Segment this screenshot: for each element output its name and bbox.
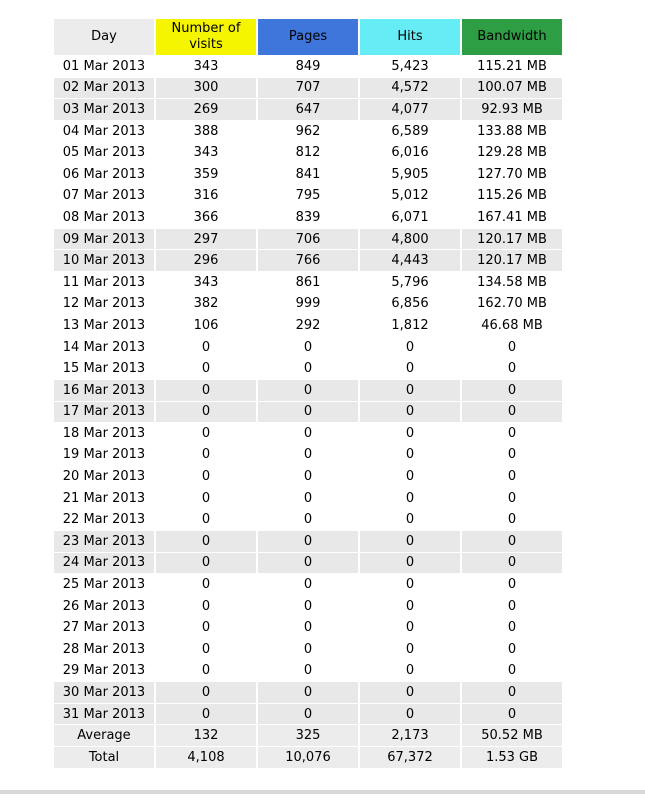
hits-cell: 5,796 bbox=[391, 274, 429, 290]
day-cell: 26 Mar 2013 bbox=[62, 598, 146, 614]
day-cell: 28 Mar 2013 bbox=[62, 641, 146, 657]
bandwidth-cell: 0 bbox=[507, 577, 517, 593]
visits-cell: 0 bbox=[156, 531, 256, 552]
visits-cell: 0 bbox=[201, 641, 211, 657]
average-visits: 132 bbox=[156, 725, 256, 746]
visits-cell: 0 bbox=[201, 490, 211, 506]
visits-cell: 388 bbox=[193, 123, 219, 139]
table-row bbox=[54, 337, 562, 358]
visits-cell: 0 bbox=[201, 361, 211, 377]
visits-cell: 343 bbox=[193, 145, 219, 161]
visits-cell: 0 bbox=[201, 447, 211, 463]
total-hits: 67,372 bbox=[360, 747, 460, 768]
pages-cell: 766 bbox=[258, 250, 358, 271]
average-pages: 325 bbox=[258, 725, 358, 746]
average-hits: 2,173 bbox=[360, 725, 460, 746]
visits-cell: 0 bbox=[156, 402, 256, 423]
day-cell: 21 Mar 2013 bbox=[62, 490, 146, 506]
day-cell: 09 Mar 2013 bbox=[54, 229, 154, 250]
table-row bbox=[54, 661, 562, 682]
day-cell: 22 Mar 2013 bbox=[62, 512, 146, 528]
table-row bbox=[54, 78, 562, 99]
bandwidth-cell: 0 bbox=[462, 531, 562, 552]
day-cell: 15 Mar 2013 bbox=[62, 361, 146, 377]
hits-cell: 0 bbox=[405, 663, 415, 679]
daily-stats-table bbox=[52, 18, 564, 769]
pages-cell: 839 bbox=[295, 209, 321, 225]
bandwidth-cell: 0 bbox=[462, 704, 562, 725]
table-row bbox=[54, 574, 562, 595]
pages-cell: 962 bbox=[295, 123, 321, 139]
table-row bbox=[54, 488, 562, 509]
day-cell: 18 Mar 2013 bbox=[62, 425, 146, 441]
bandwidth-cell: 129.28 MB bbox=[477, 145, 547, 161]
hits-cell: 0 bbox=[360, 402, 460, 423]
table-row bbox=[54, 445, 562, 466]
day-cell: 23 Mar 2013 bbox=[54, 531, 154, 552]
average-row bbox=[54, 725, 562, 746]
pages-cell: 0 bbox=[303, 490, 313, 506]
pages-cell: 0 bbox=[303, 641, 313, 657]
day-cell: 29 Mar 2013 bbox=[62, 663, 146, 679]
table-row bbox=[54, 617, 562, 638]
hits-cell: 0 bbox=[360, 531, 460, 552]
table-row bbox=[54, 56, 562, 77]
hits-cell: 0 bbox=[360, 682, 460, 703]
hits-cell: 0 bbox=[405, 577, 415, 593]
day-cell: 31 Mar 2013 bbox=[54, 704, 154, 725]
bandwidth-cell: 92.93 MB bbox=[462, 99, 562, 120]
day-cell: 12 Mar 2013 bbox=[62, 296, 146, 312]
pages-cell: 0 bbox=[303, 598, 313, 614]
day-cell: 07 Mar 2013 bbox=[62, 188, 146, 204]
visits-cell: 300 bbox=[156, 78, 256, 99]
bandwidth-cell: 100.07 MB bbox=[462, 78, 562, 99]
pages-cell: 647 bbox=[258, 99, 358, 120]
pages-cell: 0 bbox=[303, 339, 313, 355]
visits-cell: 0 bbox=[156, 682, 256, 703]
day-cell: 08 Mar 2013 bbox=[62, 209, 146, 225]
table-row bbox=[54, 531, 562, 552]
day-cell: 17 Mar 2013 bbox=[54, 402, 154, 423]
hits-cell: 0 bbox=[405, 598, 415, 614]
hits-cell: 0 bbox=[405, 447, 415, 463]
visits-cell: 0 bbox=[156, 380, 256, 401]
bandwidth-cell: 0 bbox=[462, 553, 562, 574]
visits-cell: 0 bbox=[201, 598, 211, 614]
hits-cell: 0 bbox=[405, 641, 415, 657]
bandwidth-cell: 115.21 MB bbox=[477, 58, 547, 74]
bandwidth-cell: 0 bbox=[507, 512, 517, 528]
pages-cell: 0 bbox=[303, 620, 313, 636]
visits-cell: 0 bbox=[156, 704, 256, 725]
pages-cell: 0 bbox=[258, 402, 358, 423]
bottom-divider bbox=[0, 790, 645, 794]
day-cell: 27 Mar 2013 bbox=[62, 620, 146, 636]
hits-cell: 0 bbox=[405, 339, 415, 355]
bandwidth-cell: 120.17 MB bbox=[462, 250, 562, 271]
pages-cell: 841 bbox=[295, 166, 321, 182]
day-cell: 04 Mar 2013 bbox=[62, 123, 146, 139]
visits-cell: 343 bbox=[193, 274, 219, 290]
visits-cell: 106 bbox=[193, 317, 219, 333]
visits-cell: 359 bbox=[193, 166, 219, 182]
visits-cell: 0 bbox=[201, 425, 211, 441]
pages-cell: 0 bbox=[303, 512, 313, 528]
bandwidth-cell: 0 bbox=[507, 361, 517, 377]
bandwidth-cell: 115.26 MB bbox=[477, 188, 547, 204]
visits-cell: 0 bbox=[201, 512, 211, 528]
bandwidth-cell: 0 bbox=[507, 620, 517, 636]
hits-cell: 0 bbox=[360, 380, 460, 401]
pages-cell: 0 bbox=[303, 361, 313, 377]
hits-cell: 0 bbox=[405, 361, 415, 377]
bandwidth-cell: 0 bbox=[507, 425, 517, 441]
day-cell: 30 Mar 2013 bbox=[54, 682, 154, 703]
bandwidth-cell: 167.41 MB bbox=[477, 209, 547, 225]
bandwidth-cell: 0 bbox=[507, 339, 517, 355]
pages-cell: 0 bbox=[258, 682, 358, 703]
pages-cell: 0 bbox=[303, 469, 313, 485]
pages-cell: 795 bbox=[295, 188, 321, 204]
day-cell: 03 Mar 2013 bbox=[54, 99, 154, 120]
bandwidth-cell: 0 bbox=[462, 380, 562, 401]
day-cell: 20 Mar 2013 bbox=[62, 469, 146, 485]
bandwidth-cell: 120.17 MB bbox=[462, 229, 562, 250]
hits-cell: 5,423 bbox=[391, 58, 429, 74]
bandwidth-cell: 162.70 MB bbox=[477, 296, 547, 312]
hits-cell: 5,012 bbox=[391, 188, 429, 204]
visits-cell: 0 bbox=[201, 577, 211, 593]
pages-cell: 0 bbox=[258, 380, 358, 401]
hits-cell: 6,071 bbox=[391, 209, 429, 225]
hits-cell: 6,589 bbox=[391, 123, 429, 139]
table-row bbox=[54, 99, 562, 120]
table-row bbox=[54, 423, 562, 444]
table-row bbox=[54, 164, 562, 185]
bandwidth-cell: 0 bbox=[507, 447, 517, 463]
hits-cell: 0 bbox=[405, 469, 415, 485]
hits-cell: 4,572 bbox=[360, 78, 460, 99]
table-row bbox=[54, 639, 562, 660]
table-row bbox=[54, 186, 562, 207]
day-cell: 14 Mar 2013 bbox=[62, 339, 146, 355]
bandwidth-cell: 46.68 MB bbox=[481, 317, 543, 333]
table-row bbox=[54, 466, 562, 487]
visits-cell: 316 bbox=[193, 188, 219, 204]
bandwidth-cell: 0 bbox=[462, 402, 562, 423]
hits-cell: 0 bbox=[405, 620, 415, 636]
bandwidth-cell: 134.58 MB bbox=[477, 274, 547, 290]
day-cell: 25 Mar 2013 bbox=[62, 577, 146, 593]
pages-header: Pages bbox=[258, 19, 358, 55]
pages-cell: 707 bbox=[258, 78, 358, 99]
day-cell: 11 Mar 2013 bbox=[62, 274, 146, 290]
table-row bbox=[54, 402, 562, 423]
table-row bbox=[54, 553, 562, 574]
table-row bbox=[54, 596, 562, 617]
visits-cell: 0 bbox=[201, 469, 211, 485]
hits-cell: 0 bbox=[360, 704, 460, 725]
pages-cell: 0 bbox=[303, 425, 313, 441]
table-row bbox=[54, 358, 562, 379]
pages-cell: 999 bbox=[295, 296, 321, 312]
day-cell: 10 Mar 2013 bbox=[54, 250, 154, 271]
table-row bbox=[54, 142, 562, 163]
total-visits: 4,108 bbox=[156, 747, 256, 768]
visits-cell: 0 bbox=[156, 553, 256, 574]
visits-cell: 0 bbox=[201, 663, 211, 679]
visits-cell: 269 bbox=[156, 99, 256, 120]
table-row bbox=[54, 250, 562, 271]
bandwidth-header: Bandwidth bbox=[462, 19, 562, 55]
visits-cell: 366 bbox=[193, 209, 219, 225]
table-row bbox=[54, 121, 562, 142]
table-row bbox=[54, 294, 562, 315]
total-bandwidth: 1.53 GB bbox=[462, 747, 562, 768]
average-bandwidth: 50.52 MB bbox=[462, 725, 562, 746]
hits-cell: 4,443 bbox=[360, 250, 460, 271]
pages-cell: 0 bbox=[303, 663, 313, 679]
day-cell: 01 Mar 2013 bbox=[62, 58, 146, 74]
day-cell: 16 Mar 2013 bbox=[54, 380, 154, 401]
pages-cell: 0 bbox=[258, 531, 358, 552]
total-label: Total bbox=[54, 747, 154, 768]
pages-cell: 706 bbox=[258, 229, 358, 250]
table-row bbox=[54, 380, 562, 401]
bandwidth-cell: 0 bbox=[462, 682, 562, 703]
pages-cell: 0 bbox=[258, 553, 358, 574]
hits-cell: 5,905 bbox=[391, 166, 429, 182]
bandwidth-cell: 0 bbox=[507, 663, 517, 679]
day-header: Day bbox=[54, 19, 154, 55]
pages-cell: 0 bbox=[258, 704, 358, 725]
day-cell: 24 Mar 2013 bbox=[54, 553, 154, 574]
hits-cell: 0 bbox=[405, 425, 415, 441]
day-cell: 06 Mar 2013 bbox=[62, 166, 146, 182]
hits-cell: 0 bbox=[360, 553, 460, 574]
table-row bbox=[54, 509, 562, 530]
day-cell: 19 Mar 2013 bbox=[62, 447, 146, 463]
hits-cell: 4,800 bbox=[360, 229, 460, 250]
visits-cell: 382 bbox=[193, 296, 219, 312]
pages-cell: 861 bbox=[295, 274, 321, 290]
visits-cell: 297 bbox=[156, 229, 256, 250]
bandwidth-cell: 0 bbox=[507, 490, 517, 506]
table-row bbox=[54, 704, 562, 725]
bandwidth-cell: 0 bbox=[507, 641, 517, 657]
table-body bbox=[54, 56, 562, 724]
hits-header: Hits bbox=[360, 19, 460, 55]
visits-cell: 0 bbox=[201, 339, 211, 355]
visits-cell: 343 bbox=[193, 58, 219, 74]
visits-cell: 0 bbox=[201, 620, 211, 636]
table-row bbox=[54, 315, 562, 336]
total-pages: 10,076 bbox=[258, 747, 358, 768]
table-row bbox=[54, 229, 562, 250]
hits-cell: 6,856 bbox=[391, 296, 429, 312]
bandwidth-cell: 0 bbox=[507, 598, 517, 614]
day-cell: 13 Mar 2013 bbox=[62, 317, 146, 333]
bandwidth-cell: 127.70 MB bbox=[477, 166, 547, 182]
pages-cell: 0 bbox=[303, 447, 313, 463]
pages-cell: 292 bbox=[295, 317, 321, 333]
hits-cell: 1,812 bbox=[391, 317, 429, 333]
pages-cell: 0 bbox=[303, 577, 313, 593]
table-row bbox=[54, 207, 562, 228]
average-label: Average bbox=[54, 725, 154, 746]
day-cell: 02 Mar 2013 bbox=[54, 78, 154, 99]
hits-cell: 0 bbox=[405, 512, 415, 528]
bandwidth-cell: 0 bbox=[507, 469, 517, 485]
visits-header: Number of visits bbox=[156, 19, 256, 55]
visits-cell: 296 bbox=[156, 250, 256, 271]
hits-cell: 4,077 bbox=[360, 99, 460, 120]
hits-cell: 0 bbox=[405, 490, 415, 506]
header-row bbox=[54, 19, 562, 55]
pages-cell: 849 bbox=[295, 58, 321, 74]
bandwidth-cell: 133.88 MB bbox=[477, 123, 547, 139]
table-row bbox=[54, 272, 562, 293]
table-row bbox=[54, 682, 562, 703]
total-row bbox=[54, 747, 562, 768]
day-cell: 05 Mar 2013 bbox=[62, 145, 146, 161]
pages-cell: 812 bbox=[295, 145, 321, 161]
hits-cell: 6,016 bbox=[391, 145, 429, 161]
